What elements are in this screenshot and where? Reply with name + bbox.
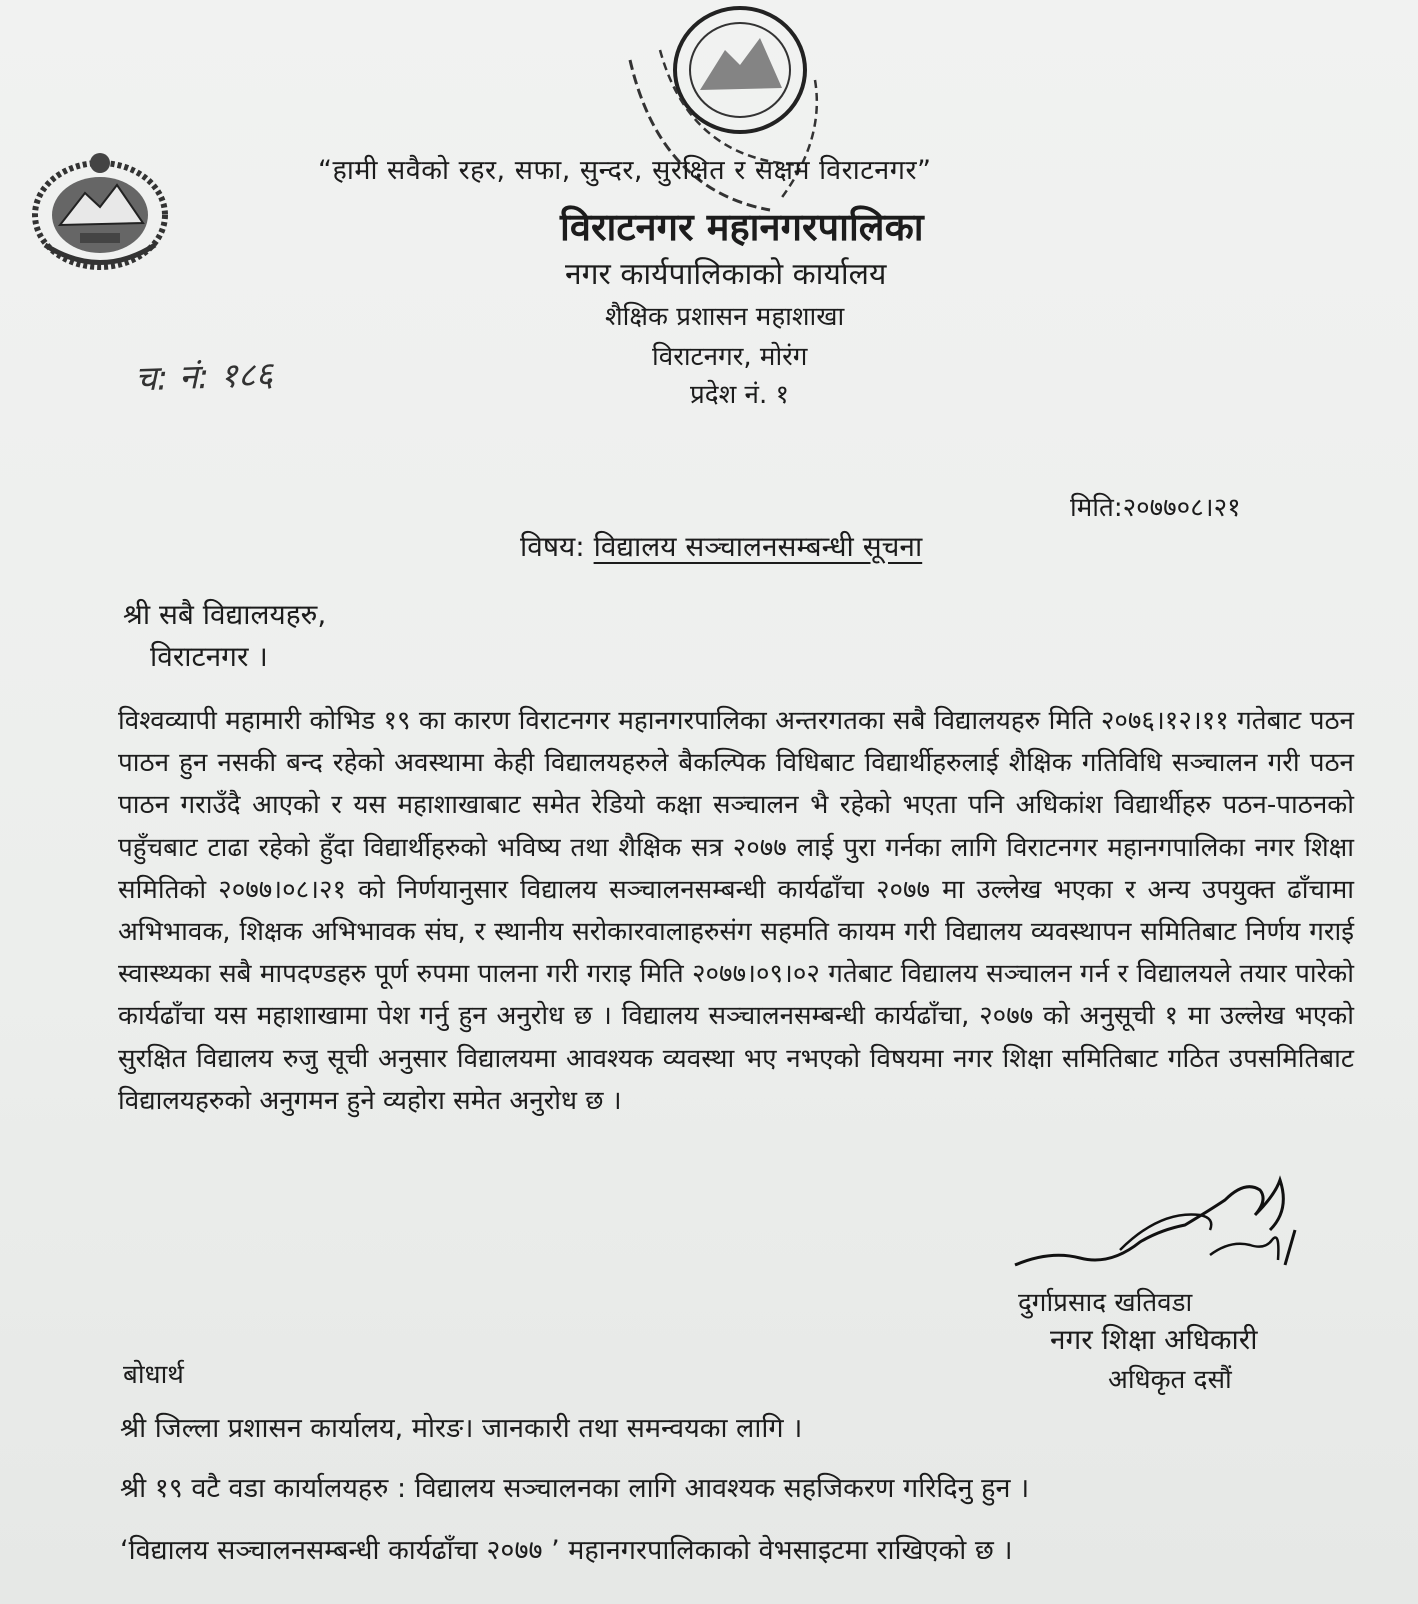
signatory-rank: अधिकृत दसौं: [1108, 1365, 1232, 1395]
letter-body: विश्वव्यापी महामारी कोभिड १९ का कारण विराटनगर महानगरपालिका अन्तरगतका सबै विद्यालयहरु मिति २०७६।१२।११ गतेबाट पठन पाठन हुन नसकी बन्द रहेको अवस्थामा केही विद्यालयहरुले बैकल्पिक विधिबाट विद्यार्थीहरुलाई शैक्षिक गतिविधि सञ्चालन गरी पठन पाठन गराउँदै आएको र यस महाशाखाबाट समेत रेडियो कक्षा सञ्चालन भै रहेको भएता पनि अधिकांश विद्यार्थीहरु पठन-पाठनको पहुँचबाट टाढा रहेको हुँदा विद्यार्थीहरुको भविष्य तथा शैक्षिक सत्र २०७७ लाई पुरा गर्नका लागि विराटनगर महानगपालिका नगर शिक्षा समितिको २०७७।०८।२१ को निर्णयानुसार विद्यालय सञ्चालनसम्बन्धी कार्यढाँचा २०७७ मा उल्लेख भएका र अन्य उपयुक्त ढाँचामा अभिभावक, शिक्षक अभिभावक संघ, र स्थानीय सरोकारवालाहरुसंग सहमति कायम गरी विद्यालय व्यवस्थापन समितिबाट निर्णय गराई स्वास्थ्यका सबै मापदण्डहरु पूर्ण रुपमा पालना गरी गराइ मिति २०७७।०९।०२ गतेबाट विद्यालय सञ्चालन गर्न र विद्यालयले तयार पारेको कार्यढाँचा यस महाशाखामा पेश गर्नु हुन अनुरोध छ । विद्यालय सञ्चालनसम्बन्धी कार्यढाँचा, २०७७ को अनुसूची १ मा उल्लेख भएको सुरक्षित विद्यालय रुजु सूची अनुसार विद्यालयमा आवश्यक व्यवस्था भए नभएको विषयमा नगर शिक्षा समितिबाट गठित उपसमितिबाट विद्यालयहरुको अनुगमन हुने व्यहोरा समेत अनुरोध छ ।: [118, 706, 1354, 1116]
cc-label: बोधार्थ: [123, 1360, 184, 1390]
division-name: शैक्षिक प्रशासन महाशाखा: [605, 302, 845, 332]
signatory-name: दुर्गाप्रसाद खतिवडा: [1018, 1288, 1193, 1318]
office-name: नगर कार्यपालिकाको कार्यालय: [565, 257, 887, 292]
subject-label: विषय:: [520, 530, 585, 563]
subject-line: [520, 527, 922, 565]
province: प्रदेश नं. १: [690, 380, 790, 410]
subject-text: विद्यालय सञ्चालनसम्बन्धी सूचना: [593, 530, 923, 563]
cc-line-1: श्री जिल्ला प्रशासन कार्यालय, मोरङ। जानकारी तथा समन्वयका लागि ।: [120, 1413, 803, 1444]
reference-number: च: नं: १८६: [134, 354, 274, 400]
cc-line-2: श्री १९ वटै वडा कार्यालयहरु : विद्यालय सञ्चालनका लागि आवश्यक सहजिकरण गरिदिनु हुन ।: [120, 1473, 1030, 1504]
nepal-emblem-icon: [25, 145, 175, 275]
addressee-line-2: विराटनगर ।: [150, 640, 268, 673]
office-location: विराटनगर, मोरंग: [652, 342, 808, 372]
signatory-title: नगर शिक्षा अधिकारी: [1050, 1323, 1258, 1356]
letter-date: मिति:२०७७०८।२१: [1070, 493, 1241, 523]
org-name: विराटनगर महानगरपालिका: [560, 205, 924, 249]
slogan: “हामी सवैको रहर, सफा, सुन्दर, सुरक्षित र सक्षम विराटनगर”: [318, 155, 932, 186]
cc-line-3: ‘विद्यालय सञ्चालनसम्बन्धी कार्यढाँचा २०७७ ’ महानगरपालिकाको वेभसाइटमा राखिएको छ ।: [120, 1535, 1013, 1566]
addressee-line-1: श्री सबै विद्यालयहरु,: [123, 598, 327, 631]
handwritten-signature: [1010, 1170, 1330, 1300]
